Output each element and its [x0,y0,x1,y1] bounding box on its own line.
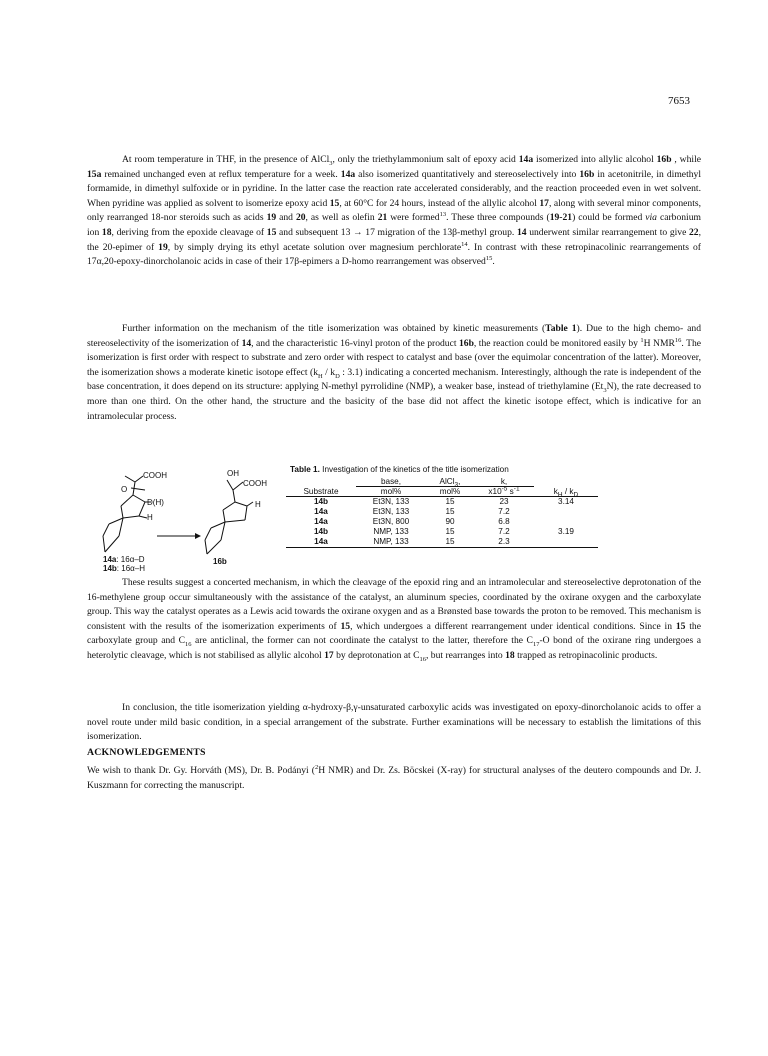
cell-k: 23 [499,497,509,506]
acknowledgements-heading: ACKNOWLEDGEMENTS [87,747,206,758]
cell-alcl3: 15 [445,527,455,536]
table-row [286,497,598,508]
cell-alcl3: 15 [426,537,474,548]
cell-k: 7.2 [498,527,510,536]
cell-k: 2.3 [474,537,534,548]
cell-substrate: 14a [286,537,356,548]
cell-k: 6.8 [498,517,510,526]
col-base-header: base, [356,477,426,487]
col-k-header: k, [474,477,534,487]
compound-14b-caption: 14b: 16α–H [103,564,145,572]
h-right-label: H [255,500,261,509]
col-kh-spacer [534,477,598,487]
deuterium-label: D(H) [147,498,164,507]
cell-substrate: 14b [313,497,329,506]
paragraph-1: At room temperature in THF, in the presence of AlCl$_3$, only the triethylammonium salt of epoxy acid 14a isomerized into allylic alcohol 16b , while 15a remained unchanged even at reflux temperature for a week. 14a also isomerized quantitatively and stereoselectively into 16b in acetonitrile, in dimethyl formamide, in dimethyl sulfoxide or in pyridine. In the latter case the reaction rate accelerated considerably, and the reaction proceeded even in wet solvent. When pyridine was applied as solvent to isomerize epoxy acid 15, at 60°C for 24 hours, instead of the allylic alcohol 17, along with several minor components, only rearranged 18-nor steroids such as acids 19 and 20, as well as olefin 21 were formed$^{13}$. These three compounds (19-21) could be formed via carbonium ion 18, deriving from the epoxide cleavage of 15 and subsequent 13 → 17 migration of the 13β-methyl group. 14 underwent similar rearrangement to give 22, the 20-epimer of 19, by simply drying its ethyl acetate solution over magnesium perchlorate$^{14}$. In contrast with these retropinacolinic rearrangements of 17α,20-epoxy-dinorcholanoic acids in case of their 17β-epimers a D-homo rearrangement was observed$^{15}$. [87,154,701,268]
paragraph-4: In conclusion, the title isomerization yielding α-hydroxy-β,γ-unsaturated carboxylic acids was investigated on epoxy-dinorcholanoic acids to offer a novel route under mild basic condition, in a special arrangement of the substrate. Further examinations will be necessary to establish the limitations of this isomerization. [87,702,701,743]
cell-substrate: 14a [314,507,328,516]
kinetics-table [286,477,598,548]
oxygen-label: O [121,485,128,494]
cell-kh-kd: 3.14 [558,497,574,506]
cell-kh-kd [534,537,598,548]
cell-alcl3: 15 [445,497,455,506]
col-base-unit: mol% [356,487,426,497]
cell-base: NMP, 133 [373,527,409,536]
paragraph-3: These results suggest a concerted mechanism, in which the cleavage of the epoxid ring and an intramolecular and stereoselective deprotonation of the 16-methylene group occur simultaneously with the assistance of the catalyst, an aluminum species, coordinated by the oxirane oxygen and the carboxylate group. This way the catalyst operates as a Lewis acid towards the oxirane oxygen and as a Brønsted base towards the proton to be removed. This mechanism is consistent with the results of the isomerization experiments of 15, which undergoes a different rearrangement under identical conditions. Since in 15 the carboxylate group and $C_{16}$ are anticlinal, the former can not coordinate the catalyst to the latter, therefore the $C_{17}-O$ bond of the oxirane ring undergoes a heterolytic cleavage, which is not stabilised as allylic alcohol 17 by deprotonation at $C_{16}$, but rearranges into 18 trapped as retropinacolinic products. [87,577,702,663]
col-k-unit: $x10^{-5}$ $s^{-1}$ [474,487,534,497]
cell-base: Et3N, 133 [372,497,410,506]
table-row [286,537,598,548]
cell-base: Et3N, 133 [372,507,410,516]
cell-kh-kd [534,507,598,517]
table-row [286,517,598,527]
compound-14a-caption: 14a: 16α–D [103,555,145,564]
paragraph-acknowledgements: We wish to thank Dr. Gy. Horváth (MS), Dr. B. Podányi ($^2$H NMR) and Dr. Zs. Böcskei (X-ray) for structural analyses of the deutero compounds and Dr. J. Kuszmann for correcting the manuscript. [87,763,701,791]
cooh-right-label: COOH [243,479,267,488]
compound-16b-caption: 16b [213,557,227,566]
table-row [286,507,598,517]
col-substrate-spacer [286,477,356,487]
paragraph-2: Further information on the mechanism of the title isomerization was obtained by kinetic measurements (Table 1). Due to the high chemo- and stereoselectivity of the isomerization of 14, and the characteristic 16-vinyl proton of the product 16b, the reaction could be monitored easily by $^1$H NMR$^{16}$. The isomerization is first order with respect to substrate and zero order with respect to catalyst and base (over the equimolar concentration of the latter). Moreover, the isomerization shows a moderate kinetic isotope effect ($k_H / k_D$ : 3.1) indicating a concerted mechanism. Interestingly, although the rate is independent of the base concentration, it does depend on its structure: applying N-methyl pyrrolidine (NMP), a weaker base, instead of triethylamine $(Et_3N)$, the rate decreased to more than one third. On the other hand, the structure and the basicity of the base did not affect the kinetic isotope effect, which is indicative for an intramolecular process. [87,323,702,422]
cell-base: Et3N, 800 [372,517,410,526]
col-substrate-header: Substrate [286,487,356,497]
cell-alcl3: 90 [445,517,455,526]
cell-kh-kd: 3.19 [558,527,574,536]
page-number: 7653 [668,95,690,107]
reaction-scheme [87,462,287,572]
reaction-arrow [195,533,201,539]
col-alcl3-unit: mol% [426,487,474,497]
cell-base: NMP, 133 [356,537,426,548]
col-kh-kd-header: $k_H / k_D$ [534,487,598,497]
col-alcl3-header: AlCl$_3$, [426,477,474,487]
cooh-left-label: COOH [143,471,167,480]
h-left-label: H [147,513,153,522]
cell-substrate: 14b [313,527,329,536]
structure-16b [205,480,253,554]
cell-substrate: 14a [314,517,328,526]
oh-label: OH [227,469,239,478]
cell-k: 7.2 [498,507,510,516]
cell-kh-kd [534,517,598,527]
table-row [286,527,598,537]
table-caption: Table 1. Investigation of the kinetics of the title isomerization [290,465,509,474]
cell-alcl3: 15 [445,507,455,516]
